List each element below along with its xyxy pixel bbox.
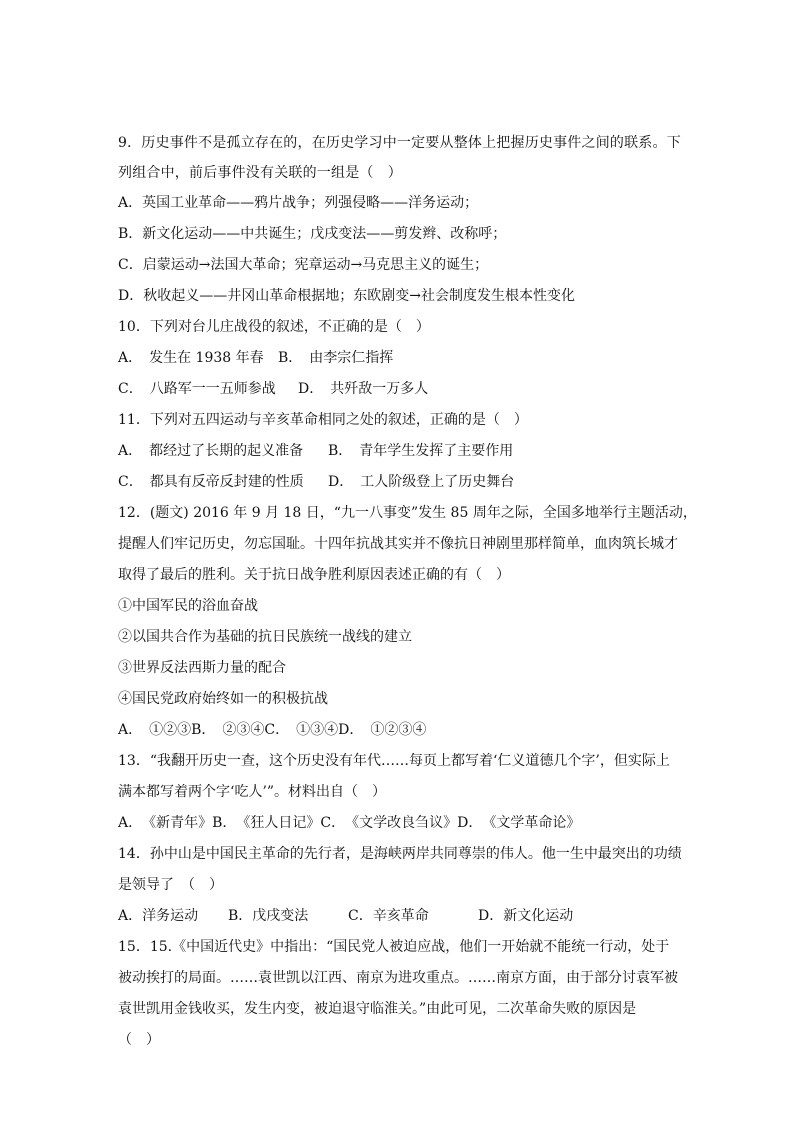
q14-option-d: D．新文化运动 (478, 908, 574, 924)
q10-options-row1 (118, 348, 678, 368)
q10-options-row2 (118, 379, 678, 399)
q12-item-3: ③世界反法西斯力量的配合 (118, 660, 286, 676)
q11-options-row2 (118, 472, 678, 492)
q12-item-1: ①中国军民的浴血奋战 (118, 598, 258, 614)
q14-option-c: C．辛亥革命 (348, 908, 429, 924)
q13-options: A． 《新青年》B． 《狂人日记》C． 《文学改良刍议》D． 《文学革命论》 (118, 815, 581, 831)
q10-option-c: C． 八路军一一五师参战 (118, 381, 276, 397)
q14-option-b: B．戊戌变法 (228, 908, 309, 924)
q11-options-row1 (118, 441, 678, 461)
q12-item-2: ②以国共合作为基础的抗日民族统一战线的建立 (118, 629, 412, 645)
q10-stem: 10．下列对台儿庄战役的叙述，不正确的是（ ） (118, 319, 430, 335)
q15-stem-line3: 袁世凯用金钱收买，发生内变，被迫退守临淮关。”由此可见，二次革命失败的原因是 (118, 1001, 637, 1017)
q10-option-a: A． 发生在 1938 年春 (118, 350, 264, 366)
q9-stem-line2: 列组合中，前后事件没有关联的一组是（ ） (118, 165, 402, 181)
q12-stem-line2: 提醒人们牢记历史，勿忘国耻。十四年抗战其实并不像抗日神剧里那样简单，血肉筑长城才 (118, 536, 678, 552)
q11-option-a: A． 都经过了长期的起义准备 (118, 443, 304, 459)
q13-stem-line2: 满本都写着两个字‘吃人’”。材料出自（ ） (118, 784, 387, 800)
q10-option-d: D． 共歼敌一万多人 (298, 381, 429, 397)
q12-stem-line3: 取得了最后的胜利。关于抗日战争胜利原因表述正确的有（ ） (118, 567, 510, 583)
q12-options: A． ①②③B． ②③④C． ①③④D． ①②③④ (118, 722, 427, 738)
q10-option-b: B． 由李宗仁指挥 (278, 350, 394, 366)
q11-stem: 11．下列对五四运动与辛亥革命相同之处的叙述，正确的是（ ） (118, 412, 528, 428)
q15-stem-line2: 被动挨打的局面。……袁世凯以江西、南京为进攻重点。……南京方面，由于部分讨袁军被 (118, 970, 678, 986)
q13-stem-line1: 13．“我翻开历史一查，这个历史没有年代……每页上都写着‘仁义道德几个字’，但实际上 (118, 753, 670, 769)
q11-option-b: B． 青年学生发挥了主要作用 (328, 443, 514, 459)
q15-stem-line4: （ ） (118, 1032, 160, 1048)
q14-stem-line2: 是领导了 （ ） (118, 877, 223, 893)
q9-stem-line1: 9．历史事件不是孤立存在的，在历史学习中一定要从整体上把握历史事件之间的联系。下 (118, 135, 681, 151)
q11-option-d: D． 工人阶级登上了历史舞台 (328, 474, 515, 490)
q9-option-b: B．新文化运动——中共诞生；戊戌变法——剪发辫、改称呼； (118, 226, 507, 242)
q12-stem-line1: 12．(题文) 2016 年 9 月 18 日，“九一八事变”发生 85 周年之际，全国多地举行主题活动， (118, 505, 697, 521)
q9-option-c: C．启蒙运动→法国大革命；宪章运动→马克思主义的诞生； (118, 257, 489, 273)
q9-option-d: D．秋收起义——井冈山革命根据地；东欧剧变→社会制度发生根本性变化 (118, 288, 575, 304)
q15-stem-line1: 15．15.《中国近代史》中指出：“国民党人被迫应战，他们一开始就不能统一行动，处于 (118, 939, 670, 955)
q14-option-a: A．洋务运动 (118, 908, 199, 924)
q11-option-c: C． 都具有反帝反封建的性质 (118, 474, 304, 490)
q14-stem-line1: 14．孙中山是中国民主革命的先行者，是海峡两岸共同尊崇的伟人。他一生中最突出的功绩 (118, 846, 682, 862)
q14-options-row (118, 906, 678, 926)
q12-item-4: ④国民党政府始终如一的积极抗战 (118, 691, 328, 707)
q9-option-a: A．英国工业革命——鸦片战争；列强侵略——洋务运动； (118, 195, 479, 211)
